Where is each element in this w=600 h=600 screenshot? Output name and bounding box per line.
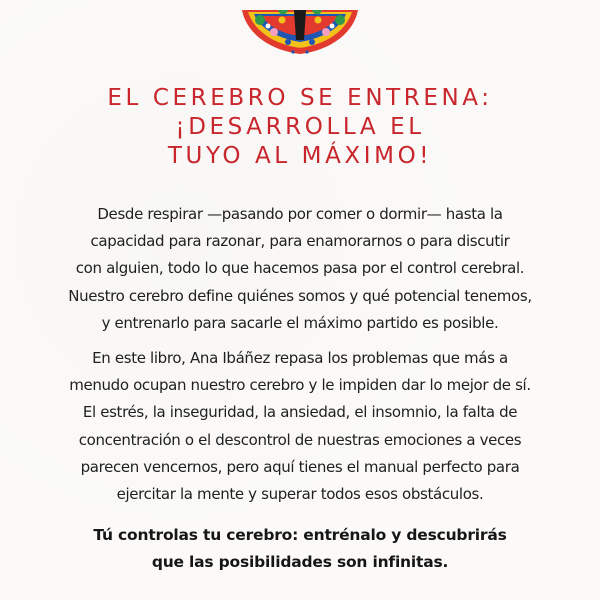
description-paragraph [40, 345, 560, 508]
text-line: capacidad para razonar, para enamorarnos o para discutir [90, 232, 510, 251]
text-line: Desde respirar —pasando por comer o dormir— hasta la [97, 205, 503, 223]
tagline-line: Tú controlas tu cerebro: entrénalo y descubrirás [93, 526, 507, 544]
headline [0, 84, 600, 171]
tagline [40, 522, 560, 576]
headline-line-3: TUYO AL MÁXIMO! [167, 143, 433, 169]
text-line: El estrés, la inseguridad, la ansiedad, el insomnio, la falta de [82, 403, 518, 422]
text-line: con alguien, todo lo que hacemos pasa por el control cerebral. [75, 259, 525, 278]
text-line: Nuestro cerebro define quiénes somos y qué potencial tenemos, [68, 286, 532, 305]
headline-line-2: ¡DESARROLLA EL [175, 114, 425, 140]
text-line: concentración o el descontrol de nuestras emociones a veces [78, 430, 522, 449]
text-line: En este libro, Ana Ibáñez repasa los problemas que más a [92, 349, 508, 367]
decorative-brain-illustration [238, 0, 362, 58]
text-line: y entrenarlo para sacarle el máximo partido es posible. [101, 313, 499, 332]
text-line: parecen vencernos, pero aquí tienes el manual perfecto para [80, 457, 520, 476]
tagline-line: que las posibilidades son infinitas. [151, 553, 449, 571]
text-line: ejercitar la mente y superar todos esos obstáculos. [116, 485, 484, 504]
intro-paragraph [40, 201, 560, 337]
text-line: menudo ocupan nuestro cerebro y le impiden dar lo mejor de sí. [69, 376, 531, 395]
headline-line-1: EL CEREBRO SE ENTRENA: [107, 85, 493, 111]
